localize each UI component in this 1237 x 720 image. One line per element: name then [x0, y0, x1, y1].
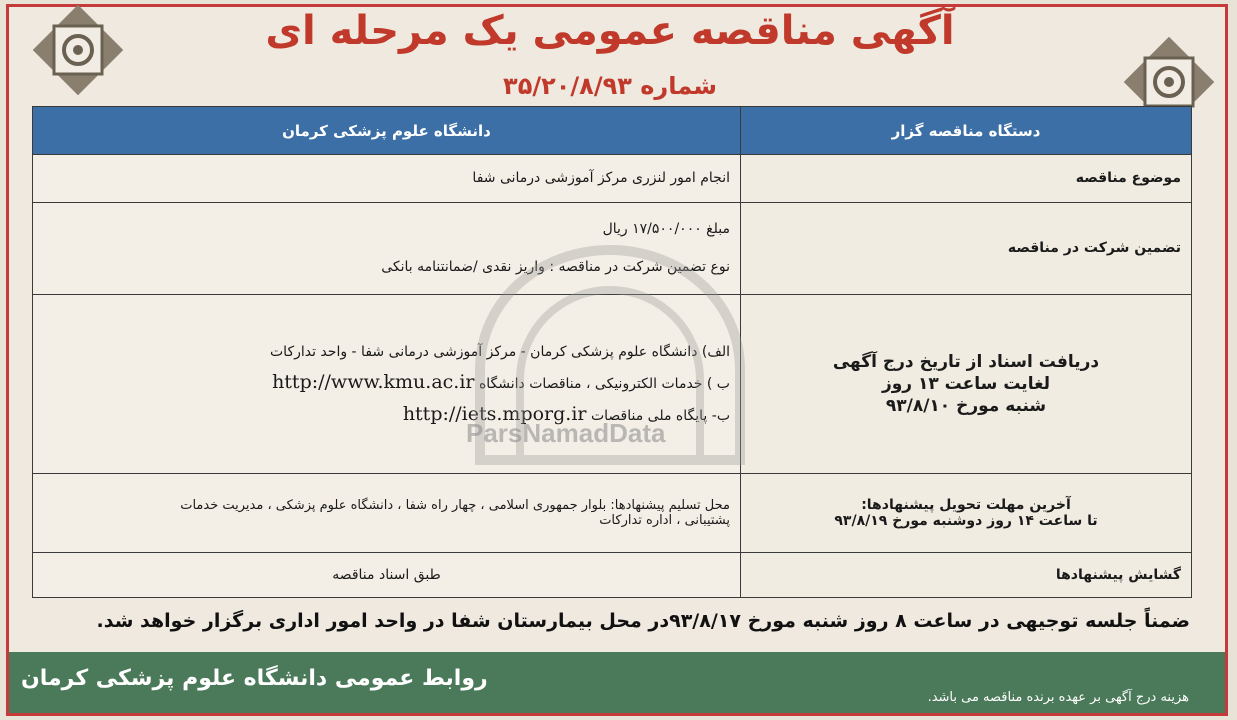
label-line: لغایت ساعت ۱۳ روز [881, 374, 1051, 394]
iets-link[interactable]: http://iets.mporg.ir [402, 403, 587, 425]
label-line: دریافت اسناد از تاریخ درج آگهی [832, 352, 1100, 372]
delivery-line: محل تسلیم پیشنهادها: بلوار جمهوری اسلامی ، چهار راه شفا ، دانشگاه علوم پزشکی ، مدیریت خدمات [180, 498, 730, 514]
tender-number: شماره ۳۵/۲۰/۸/۹۳ [503, 72, 717, 100]
kmu-link[interactable]: http://www.kmu.ac.ir [272, 371, 475, 393]
header-label: دستگاه مناقصه گزار [741, 107, 1192, 155]
source-line [43, 367, 730, 399]
delivery-line: پشتیبانی ، اداره تدارکات [599, 513, 730, 529]
row-label [741, 294, 1192, 474]
footer-note: هزینه درج آگهی بر عهده برنده مناقصه می باشد. [927, 690, 1189, 705]
briefing-note: ضمناً جلسه توجیهی در ساعت ۸ روز شنبه مورخ ۹۳/۸/۱۷در محل بیمارستان شفا در واحد امور اداری برگزار خواهد شد. [96, 610, 1190, 632]
label-line: شنبه مورخ ۹۳/۸/۱۰ [885, 396, 1047, 416]
watermark-text: ParsNamadData [466, 418, 666, 448]
footer-org: روابط عمومی دانشگاه علوم پزشکی کرمان [21, 666, 488, 691]
table-row [33, 155, 1192, 202]
guarantee-type: نوع تضمین شرکت در مناقصه : واریز نقدی /ضمانتنامه بانکی [381, 259, 730, 276]
tender-table [32, 106, 1192, 598]
source-text: ب ) خدمات الکترونیکی ، مناقصات دانشگاه [478, 376, 730, 392]
table-row [33, 202, 1192, 294]
ornament-icon [32, 4, 124, 96]
row-label [741, 474, 1192, 553]
page-title: آگهی مناقصه عمومی یک مرحله ای [265, 8, 955, 54]
table-row [33, 474, 1192, 553]
source-line: الف) دانشگاه علوم پزشکی کرمان - مرکز آموزشی درمانی شفا - واحد تدارکات [270, 344, 730, 360]
label-line: تا ساعت ۱۴ روز دوشنبه مورخ ۹۳/۸/۱۹ [834, 513, 1098, 530]
row-value [33, 474, 741, 553]
table-row [33, 553, 1192, 598]
row-label: موضوع مناقصه [741, 155, 1192, 202]
row-value: طبق اسناد مناقصه [33, 553, 741, 598]
label-line: آخرین مهلت تحویل پیشنهادها: [861, 497, 1071, 514]
row-value: انجام امور لنزری مرکز آموزشی درمانی شفا [33, 155, 741, 202]
footer-bar [9, 652, 1225, 713]
header-value: دانشگاه علوم پزشکی کرمان [33, 107, 741, 155]
guarantee-amount: مبلغ ۱۷/۵۰۰/۰۰۰ ریال [602, 221, 730, 238]
source-text: ب- پایگاه ملی مناقصات [590, 408, 730, 424]
table-header-row [33, 107, 1192, 155]
row-value [33, 202, 741, 294]
row-label: گشایش پیشنهادها [741, 553, 1192, 598]
row-label: تضمین شرکت در مناقصه [741, 202, 1192, 294]
